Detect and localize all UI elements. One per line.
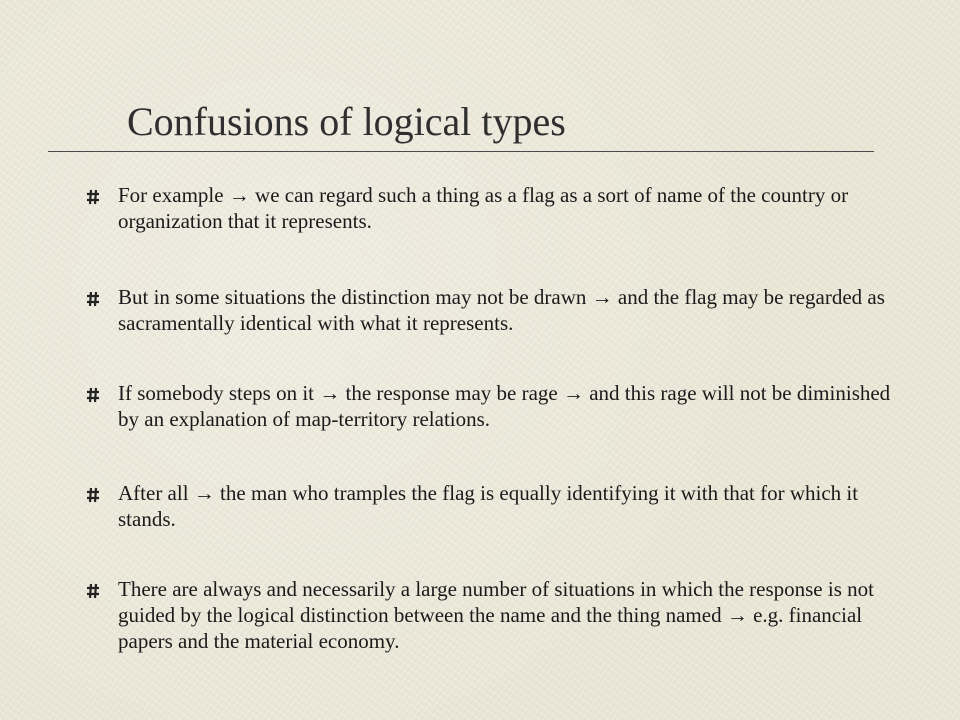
bullet-text: There are always and necessarily a large number of situations in which the response is not guided by the logical distinction between the name and the thing named → e.g. financial papers and the material economy. [118, 577, 874, 653]
slide-title: Confusions of logical types [127, 99, 566, 144]
hash-bullet-icon [86, 487, 100, 503]
hash-bullet-icon [86, 291, 100, 307]
bullet-text: If somebody steps on it → the response may be rage → and this rage will not be diminished by an explanation of map-territory relations. [118, 381, 891, 431]
hash-bullet-icon [86, 189, 100, 205]
hash-bullet-icon [86, 583, 100, 599]
bullet-text: For example → we can regard such a thing as a flag as a sort of name of the country or organization that it represents. [118, 183, 849, 233]
bullet-text: But in some situations the distinction may not be drawn → and the flag may be regarded as sacramentally identical with what it represents. [118, 285, 885, 335]
bullet-text: After all → the man who tramples the flag is equally identifying it with that for which it stands. [118, 481, 859, 531]
hash-bullet-icon [86, 387, 100, 403]
